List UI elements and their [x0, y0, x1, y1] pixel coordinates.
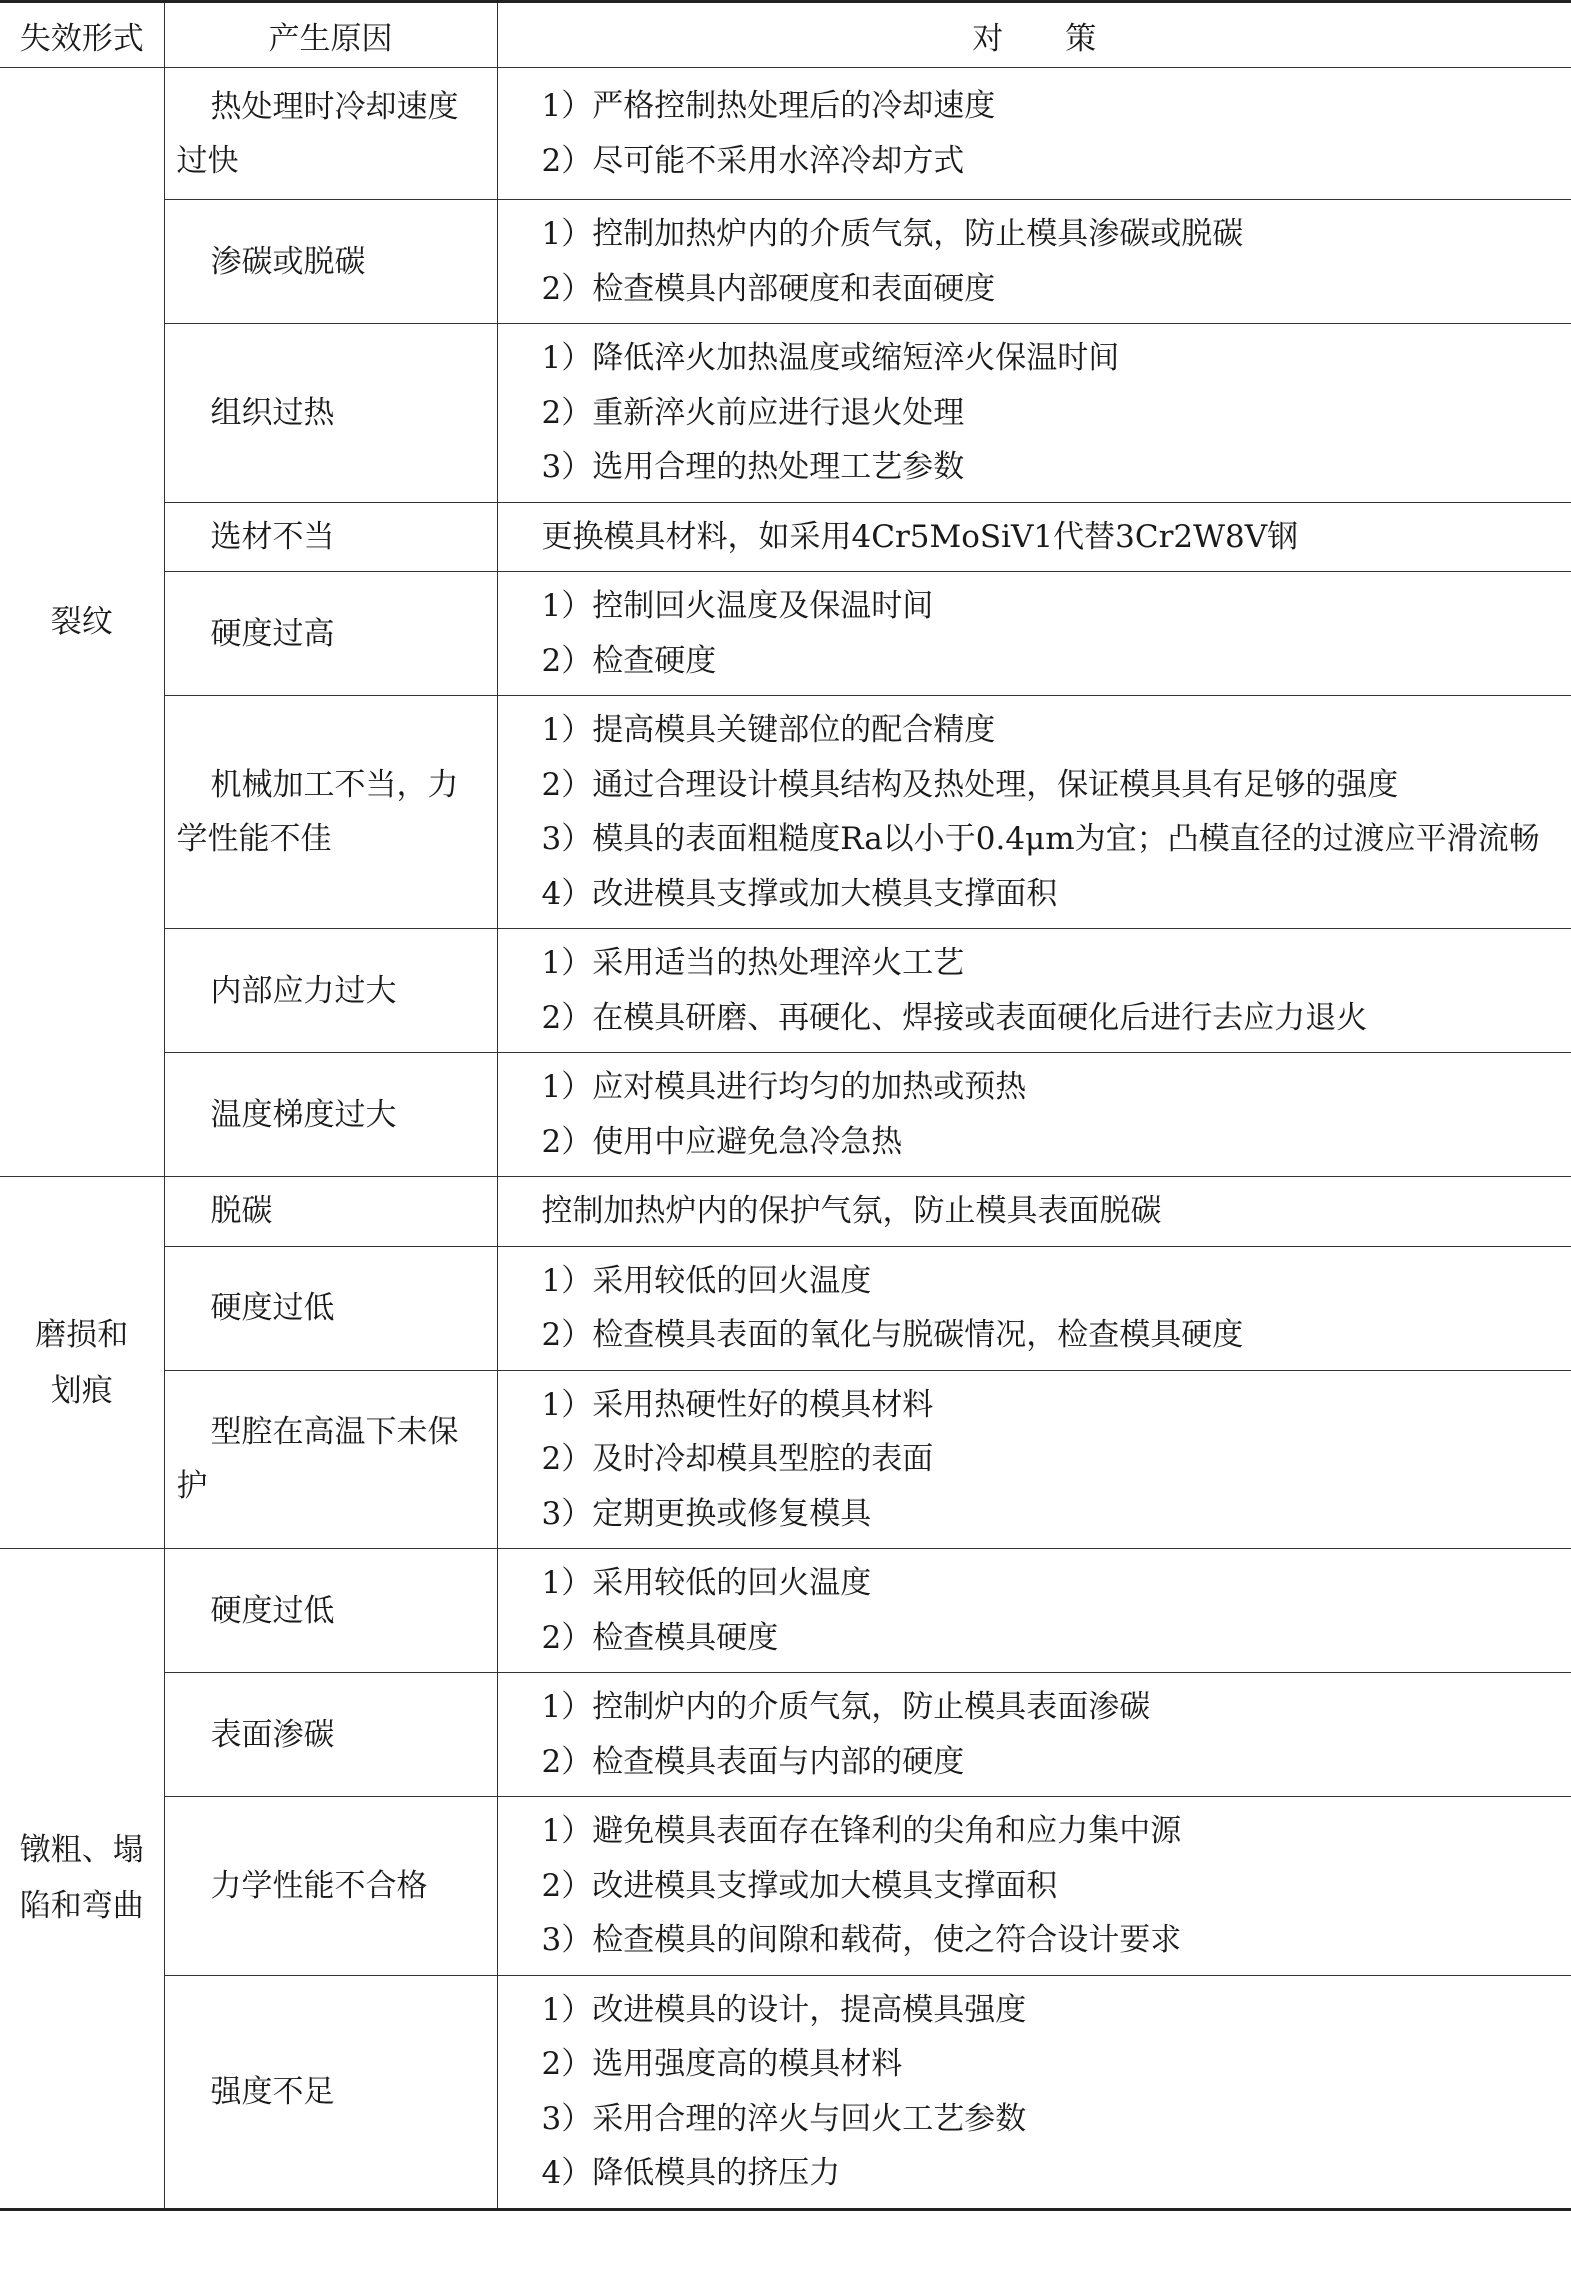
failure-mode-cell	[0, 1177, 164, 1549]
measures-cell	[497, 68, 1571, 200]
measures-cell	[497, 1797, 1571, 1976]
cause-text: 选材不当	[210, 518, 335, 555]
failure-mode-line: 裂纹	[50, 604, 113, 640]
measures-cell	[497, 572, 1571, 696]
table-row	[0, 1797, 1571, 1976]
measure-item: 2）尽可能不采用水淬冷却方式	[541, 142, 965, 179]
measure-item: 1）控制加热炉内的介质气氛，防止模具渗碳或脱碳	[541, 216, 1244, 252]
header-cause: 产生原因	[164, 2, 497, 68]
header-mode: 失效形式	[0, 2, 164, 68]
table-row	[0, 324, 1571, 503]
cause-text: 强度不足	[210, 2073, 335, 2110]
header-row	[0, 2, 1571, 68]
failure-mode-line: 磨损和	[35, 1316, 129, 1353]
table-row	[0, 929, 1571, 1053]
measure-item: 1）严格控制热处理后的冷却速度	[541, 88, 996, 124]
cause-cell	[164, 1549, 497, 1673]
cause-cell	[164, 1177, 497, 1247]
measure-item: 1）避免模具表面存在锋利的尖角和应力集中源	[541, 1813, 1182, 1849]
table-row	[0, 1549, 1571, 1673]
failure-mode-cell	[0, 1549, 164, 2210]
cause-text: 力学性能不合格	[210, 1867, 428, 1904]
measures-cell	[497, 1975, 1571, 2209]
cause-cell	[164, 1673, 497, 1797]
cause-cell	[164, 572, 497, 696]
measure-item: 4）降低模具的挤压力	[541, 2155, 841, 2191]
cause-cell	[164, 1246, 497, 1370]
measure-item: 1）采用较低的回火温度	[541, 1565, 872, 1601]
measure-item: 1）控制回火温度及保温时间	[541, 588, 934, 624]
table-row	[0, 502, 1571, 572]
table-body	[0, 68, 1571, 2210]
cause-text: 渗碳或脱碳	[210, 243, 366, 280]
cause-text: 热处理时冷却速度过快	[176, 88, 459, 179]
cause-text: 硬度过低	[210, 1592, 335, 1629]
cause-cell	[164, 324, 497, 503]
table-row	[0, 1975, 1571, 2209]
measure-item: 2）通过合理设计模具结构及热处理，保证模具具有足够的强度	[541, 766, 1399, 803]
measure-item: 2）重新淬火前应进行退火处理	[541, 394, 965, 431]
cause-cell	[164, 502, 497, 572]
cause-cell	[164, 1975, 497, 2209]
failure-mode-cell	[0, 68, 164, 1177]
table-row	[0, 1177, 1571, 1247]
measure-item: 3）采用合理的淬火与回火工艺参数	[541, 2100, 1027, 2137]
table-row	[0, 696, 1571, 929]
cause-cell	[164, 68, 497, 200]
measures-cell	[497, 1549, 1571, 1673]
failure-mode-line: 陷和弯曲	[19, 1888, 144, 1925]
measure-item: 3）检查模具的间隙和载荷，使之符合设计要求	[541, 1922, 1182, 1958]
cause-text: 硬度过高	[210, 615, 335, 652]
cause-text: 表面渗碳	[210, 1716, 335, 1753]
table-row	[0, 1246, 1571, 1370]
measure-item: 3）定期更换或修复模具	[541, 1495, 872, 1532]
table-row	[0, 572, 1571, 696]
measure-item: 2）选用强度高的模具材料	[541, 2046, 903, 2082]
cause-cell	[164, 1053, 497, 1177]
measure-item: 4）改进模具支撑或加大模具支撑面积	[541, 875, 1058, 912]
measures-cell	[497, 1246, 1571, 1370]
measure-item: 2）检查模具硬度	[541, 1619, 779, 1656]
measure-item: 2）检查模具表面与内部的硬度	[541, 1743, 965, 1780]
measure-item: 1）采用较低的回火温度	[541, 1262, 872, 1299]
cause-cell	[164, 200, 497, 324]
cause-text: 温度梯度过大	[210, 1096, 397, 1133]
measures-cell	[497, 929, 1571, 1053]
table-row	[0, 1673, 1571, 1797]
cause-text: 硬度过低	[210, 1290, 335, 1326]
measure-item: 1）提高模具关键部位的配合精度	[541, 712, 996, 748]
measure-item: 3）模具的表面粗糙度Ra以小于0.4μm为宜；凸模直径的过渡应平滑流畅	[541, 821, 1540, 857]
measure-item: 2）检查硬度	[541, 642, 717, 679]
measure-item: 1）采用热硬性好的模具材料	[541, 1386, 934, 1423]
cause-cell	[164, 696, 497, 929]
measure-item: 2）检查模具内部硬度和表面硬度	[541, 270, 996, 307]
measure-item: 3）选用合理的热处理工艺参数	[541, 449, 965, 485]
measure-item: 1）改进模具的设计，提高模具强度	[541, 1991, 1027, 2028]
measure-item: 2）及时冷却模具型腔的表面	[541, 1441, 934, 1477]
measure-item: 控制加热炉内的保护气氛，防止模具表面脱碳	[541, 1193, 1162, 1229]
measures-cell	[497, 1177, 1571, 1247]
measure-item: 1）控制炉内的介质气氛，防止模具表面渗碳	[541, 1689, 1151, 1725]
cause-cell	[164, 1370, 497, 1549]
measures-cell	[497, 696, 1571, 929]
measures-cell	[497, 200, 1571, 324]
cause-text: 型腔在高温下未保护	[176, 1414, 459, 1505]
measure-item: 2）在模具研磨、再硬化、焊接或表面硬化后进行去应力退火	[541, 999, 1368, 1036]
measures-cell	[497, 1673, 1571, 1797]
cause-text: 脱碳	[210, 1193, 273, 1230]
measure-item: 2）检查模具表面的氧化与脱碳情况，检查模具硬度	[541, 1317, 1244, 1353]
cause-cell	[164, 929, 497, 1053]
measure-item: 2）使用中应避免急冷急热	[541, 1123, 903, 1160]
measures-cell	[497, 1370, 1571, 1549]
measures-cell	[497, 324, 1571, 503]
failure-mode-line: 划痕	[50, 1372, 113, 1409]
measure-item: 1）应对模具进行均匀的加热或预热	[541, 1069, 1027, 1105]
cause-text: 组织过热	[210, 394, 335, 431]
measure-item: 1）降低淬火加热温度或缩短淬火保温时间	[541, 340, 1120, 376]
cause-text: 内部应力过大	[210, 972, 397, 1009]
failure-mode-line: 镦粗、塌	[19, 1832, 144, 1869]
header-measures: 对 策	[497, 2, 1571, 68]
measure-item: 2）改进模具支撑或加大模具支撑面积	[541, 1867, 1058, 1904]
measures-cell	[497, 502, 1571, 572]
measure-item: 1）采用适当的热处理淬火工艺	[541, 945, 965, 981]
cause-cell	[164, 1797, 497, 1976]
table-row	[0, 200, 1571, 324]
measures-cell	[497, 1053, 1571, 1177]
cause-text: 机械加工不当，力学性能不佳	[176, 767, 459, 857]
table-row	[0, 1053, 1571, 1177]
table-row	[0, 68, 1571, 200]
table-row	[0, 1370, 1571, 1549]
measure-item: 更换模具材料，如采用4Cr5MoSiV1代替3Cr2W8V钢	[541, 518, 1299, 555]
